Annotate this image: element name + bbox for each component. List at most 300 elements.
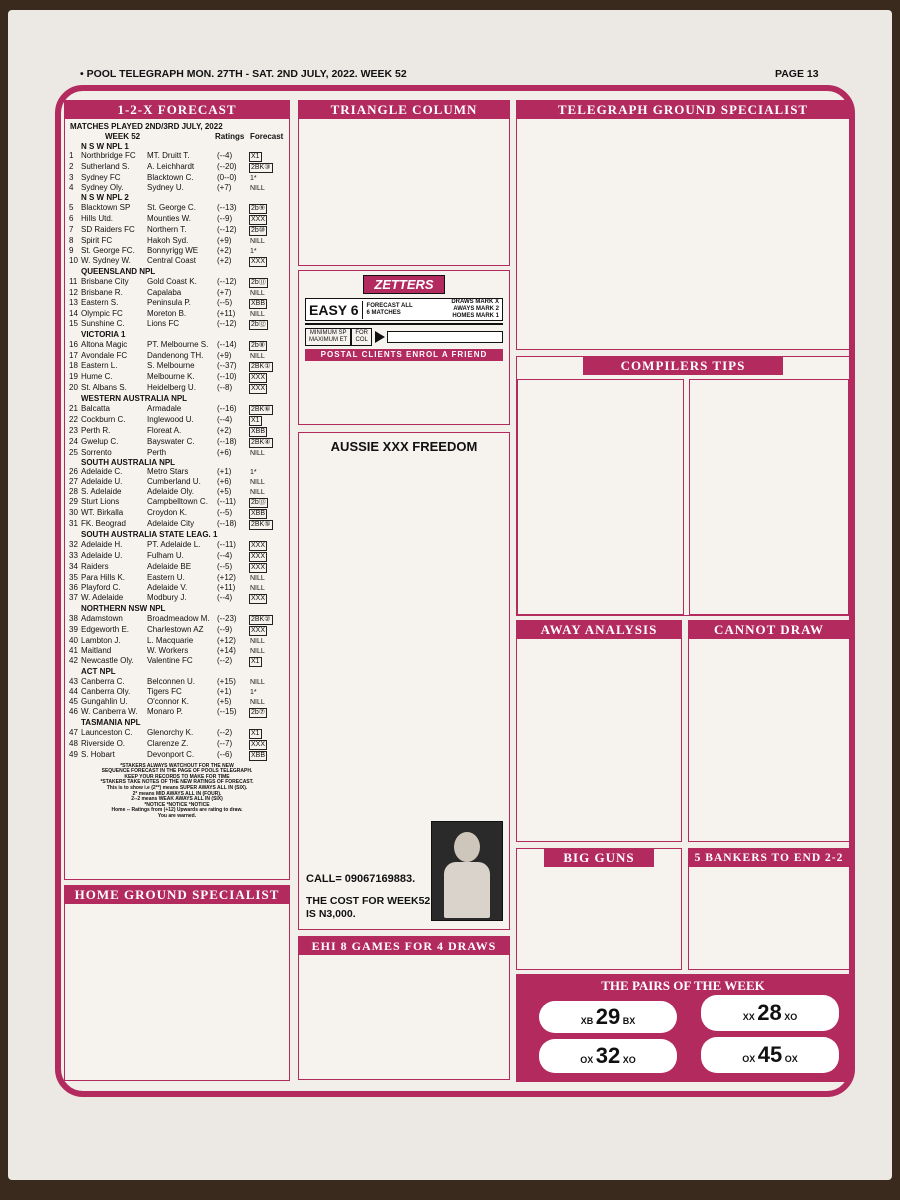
zetters-mark-1: HOMES MARK 1	[452, 313, 499, 319]
cell: 3	[69, 173, 74, 183]
zetters-mark-x: DRAWS MARK X	[451, 299, 499, 305]
cell: 42	[69, 655, 78, 665]
cell: Croydon K.	[147, 508, 188, 518]
cell: Sydney Oly.	[81, 183, 124, 193]
cell: L. Macquarie	[147, 635, 194, 645]
forecast-box: XXX	[251, 740, 266, 748]
cell: (--14)	[217, 339, 237, 349]
table-row	[65, 288, 289, 298]
cell: (--11)	[217, 497, 236, 507]
table-row	[65, 183, 289, 193]
section-heading: SOUTH AUSTRALIA STATE LEAG. 1	[81, 530, 218, 540]
cell: St. George FC.	[81, 246, 135, 256]
cell: (--23)	[217, 613, 237, 623]
cell: 30	[69, 508, 78, 518]
cell: Bayswater C.	[147, 436, 195, 446]
forecast-box: XXX	[251, 626, 266, 634]
cell: (--10)	[217, 371, 237, 381]
cell: Melbourne K.	[147, 371, 195, 381]
table-row	[65, 361, 289, 372]
forecast-box: NILL	[250, 575, 265, 583]
cell: 44	[69, 686, 78, 696]
cell: Eastern S.	[81, 297, 119, 307]
cell: (--15)	[217, 706, 237, 716]
bigguns-panel	[516, 848, 682, 970]
forecast-box: NILL	[250, 449, 265, 457]
table-row	[65, 246, 289, 256]
forecast-box: XBB	[251, 751, 266, 759]
cell: Gwelup C.	[81, 436, 119, 446]
cell: 17	[69, 350, 78, 360]
cell: Sorrento	[81, 447, 112, 457]
forecast-cell	[249, 426, 283, 437]
bankers-title: 5 BANKERS TO END 2-2	[689, 849, 849, 867]
section-heading: ACT NPL	[81, 666, 116, 676]
section-heading: SOUTH AUSTRALIA NPL	[81, 457, 176, 467]
forecast-cell	[249, 361, 283, 372]
cell: (--12)	[217, 225, 237, 235]
forecast-box: NILL	[250, 479, 265, 487]
bankers-table	[689, 867, 849, 875]
cell: 16	[69, 339, 78, 349]
cell: Tigers FC	[147, 686, 182, 696]
cell: S. Melbourne	[147, 360, 195, 370]
cell: 45	[69, 696, 78, 706]
cell: Fulham U.	[147, 551, 184, 561]
cell: 9	[69, 246, 74, 256]
cell: (--6)	[217, 749, 233, 759]
zetters-sub2: 6 MATCHES	[366, 309, 401, 316]
cell: Capalaba	[147, 287, 182, 297]
cell: 1	[69, 151, 74, 161]
cell: S. Hobart	[81, 749, 115, 759]
forecast-box: NILL	[250, 238, 265, 246]
cell: 21	[69, 403, 78, 413]
table-row	[65, 340, 289, 351]
cell: (+2)	[217, 256, 232, 266]
forecast-box: 2BK③	[251, 164, 271, 172]
cell: Valentine FC	[147, 655, 193, 665]
table-row	[65, 677, 289, 687]
compilers-panel	[516, 356, 850, 616]
cell: (--5)	[217, 508, 233, 518]
forecast-box: XBB	[251, 427, 266, 435]
cell: Campbelltown C.	[147, 497, 208, 507]
table-row	[65, 162, 289, 173]
forecast-cell	[249, 319, 283, 330]
forecast-cell	[249, 225, 283, 236]
cell: (--2)	[217, 655, 233, 665]
forecast-panel	[64, 100, 290, 880]
cell: (+14)	[217, 645, 236, 655]
cell: (+6)	[217, 447, 232, 457]
note-line: Home -- Ratings from (+12) Upwards are rating to draw.	[111, 807, 243, 814]
cell: Balcatta	[81, 403, 110, 413]
hgs-title: HOME GROUND SPECIALIST	[65, 886, 289, 904]
cell: Charlestown AZ	[147, 624, 204, 634]
table-row	[65, 728, 289, 739]
call-number: CALL= 09067169883.	[306, 873, 416, 885]
table-row	[65, 477, 289, 487]
cell: Cumberland U.	[147, 477, 201, 487]
forecast-cell	[249, 562, 283, 573]
forecast-cell	[249, 214, 283, 225]
cell: (--7)	[217, 738, 233, 748]
cell: (--9)	[217, 624, 233, 634]
forecast-box: 2b⑩	[251, 227, 266, 235]
cell: Perth R.	[81, 425, 111, 435]
note-line: 2--2 means WEAK AWAYS ALL IN (SIX)	[131, 796, 223, 803]
cell: Lions FC	[147, 318, 180, 328]
table-row	[65, 718, 289, 728]
forecast-cell	[249, 173, 283, 183]
cell: Sunshine C.	[81, 318, 125, 328]
cell: Cockburn C.	[81, 414, 126, 424]
cell: A. Leichhardt	[147, 162, 195, 172]
cell: (--18)	[217, 519, 237, 529]
forecast-cell	[249, 162, 283, 173]
forecast-box: XXX	[251, 542, 266, 550]
pair-3-right: XO	[622, 1055, 636, 1065]
forecast-cell	[249, 508, 283, 519]
cell: Mounties W.	[147, 214, 192, 224]
stake-box	[387, 331, 503, 343]
cell: Inglewood U.	[147, 414, 194, 424]
forecast-box: NILL	[250, 637, 265, 645]
cell: Sydney U.	[147, 183, 184, 193]
cell: (+9)	[217, 350, 232, 360]
pair-1	[539, 1001, 677, 1033]
table-row	[65, 351, 289, 361]
cell: Sydney FC	[81, 173, 121, 183]
cell: 25	[69, 447, 78, 457]
forecast-box: X1	[251, 153, 260, 161]
forecast-cell	[249, 707, 283, 718]
section-heading: QUEENSLAND NPL	[81, 267, 156, 277]
cell: 23	[69, 425, 78, 435]
cell: (--4)	[217, 551, 233, 561]
cell: (+11)	[217, 308, 236, 318]
cell: (--11)	[217, 540, 236, 550]
forecast-cell	[249, 573, 283, 583]
cell: (--5)	[217, 297, 233, 307]
note-line: *STAKERS TAKE NOTES OF THE NEW RATINGS OF FORECAST.	[100, 779, 254, 786]
cell: Belconnen U.	[147, 676, 196, 686]
away-title: AWAY ANALYSIS	[517, 621, 681, 639]
bigguns-title: BIG GUNS	[544, 849, 654, 867]
table-row	[65, 646, 289, 656]
cell: St. Albans S.	[81, 382, 127, 392]
forecast-box: NILL	[250, 310, 265, 318]
forecast-cell	[249, 593, 283, 604]
note-line: *NOTICE *NOTICE *NOTICE	[144, 801, 210, 808]
table-row	[65, 383, 289, 394]
cell: 34	[69, 562, 78, 572]
cell: (--37)	[217, 360, 237, 370]
forecast-box: X1	[251, 729, 260, 737]
pair-2-number: 28	[757, 1000, 782, 1025]
cell: (--4)	[217, 593, 233, 603]
cell: Broadmeadow M.	[147, 613, 210, 623]
forecast-box: XBB	[251, 510, 266, 518]
cell: (+1)	[217, 467, 232, 477]
table-row	[65, 625, 289, 636]
table-row	[65, 656, 289, 667]
bigguns-table	[517, 867, 681, 871]
col-label: COL	[355, 337, 368, 343]
cell: Monaro P.	[147, 706, 183, 716]
table-row	[65, 298, 289, 309]
forecast-box: 1*	[250, 469, 257, 477]
cell: 32	[69, 540, 78, 550]
cell: Adamstown	[81, 613, 123, 623]
away-panel	[516, 620, 682, 842]
cell: (--12)	[217, 276, 237, 286]
cell: 49	[69, 749, 78, 759]
forecast-box: XXX	[251, 564, 266, 572]
cell: WT. Birkalla	[81, 508, 124, 518]
cannot-table	[689, 639, 849, 649]
pair-2-left: XX	[742, 1012, 755, 1022]
table-row	[65, 151, 289, 162]
section-heading: TASMANIA NPL	[81, 717, 141, 727]
table-row	[65, 426, 289, 437]
table-row	[65, 214, 289, 225]
cell: (--4)	[217, 414, 233, 424]
forecast-notes	[65, 761, 289, 820]
pair-4-right: OX	[784, 1054, 798, 1064]
table-row	[65, 497, 289, 508]
cell: Devonport C.	[147, 749, 195, 759]
forecast-cell	[249, 288, 283, 298]
cell: Central Coast	[147, 256, 196, 266]
forecast-cell	[249, 309, 283, 319]
cell: Adelaide BE	[147, 562, 192, 572]
cell: Adelaide H.	[81, 540, 123, 550]
forecast-cell	[249, 298, 283, 309]
cell: Canberra C.	[81, 676, 125, 686]
pairs-title: THE PAIRS OF THE WEEK	[601, 978, 765, 993]
zetters-sub1: FORECAST ALL	[366, 302, 413, 309]
forecast-cell	[249, 383, 283, 394]
cell: Adelaide C.	[81, 467, 123, 477]
cell: Northbridge FC	[81, 151, 136, 161]
cell: 41	[69, 645, 78, 655]
cell: Adelaide U.	[81, 551, 123, 561]
cell: 12	[69, 287, 78, 297]
note-line: You are warned.	[157, 812, 197, 819]
cell: Blacktown SP	[81, 203, 131, 213]
forecast-cell	[249, 487, 283, 497]
cell: 28	[69, 487, 78, 497]
triangle-table	[299, 119, 509, 124]
pair-2-right: XO	[784, 1012, 798, 1022]
cell: Hume C.	[81, 371, 113, 381]
cell: Canberra Oly.	[81, 686, 131, 696]
cell: Gungahlin U.	[81, 696, 128, 706]
forecast-box: XXX	[251, 595, 266, 603]
cell: Sutherland S.	[81, 162, 130, 172]
note-line: KEEP YOUR RECORDS TO MAKE FOR TIME	[124, 773, 230, 780]
cell: 22	[69, 414, 78, 424]
forecast-box: 2b⑦	[251, 708, 266, 716]
easy6-label: EASY 6	[306, 301, 363, 319]
forecast-cell	[249, 614, 283, 625]
cell: 33	[69, 551, 78, 561]
cell: W. Workers	[147, 645, 189, 655]
forecast-cell	[249, 739, 283, 750]
cell: 24	[69, 436, 78, 446]
cell: 19	[69, 371, 78, 381]
page-header: • POOL TELEGRAPH MON. 27TH - SAT. 2ND JULY, 2022. WEEK 52	[80, 68, 407, 80]
tgs-panel	[516, 100, 850, 350]
cell: (--2)	[217, 727, 233, 737]
cannot-title: CANNOT DRAW	[689, 621, 849, 639]
cell: Sturt Lions	[81, 497, 120, 507]
forecast-box: 2BK②	[251, 615, 271, 623]
triangle-panel	[298, 100, 510, 266]
cell: Brisbane City	[81, 276, 129, 286]
forecast-matches: MATCHES PLAYED 2ND/3RD JULY, 2022	[70, 122, 223, 131]
tgs-title: TELEGRAPH GROUND SPECIALIST	[517, 101, 849, 119]
cell: Adelaide Oly.	[147, 487, 194, 497]
forecast-box: X1	[251, 657, 260, 665]
forecast-box: XXX	[251, 384, 266, 392]
cell: Adelaide City	[147, 519, 195, 529]
cell: SD Raiders FC	[81, 225, 135, 235]
forecast-box: 1*	[250, 248, 257, 256]
forecast-cell	[249, 497, 283, 508]
cell: (+12)	[217, 573, 236, 583]
pair-4-left: OX	[742, 1054, 756, 1064]
table-row	[65, 267, 289, 277]
table-row	[65, 636, 289, 646]
cell: (+7)	[217, 287, 232, 297]
cell: O'connor K.	[147, 696, 189, 706]
cell: 10	[69, 256, 78, 266]
table-row	[65, 319, 289, 330]
cell: 35	[69, 573, 78, 583]
cell: 2	[69, 162, 74, 172]
cell: Newcastle Oly.	[81, 655, 134, 665]
for-label: FOR	[355, 330, 369, 336]
table-row	[65, 562, 289, 573]
forecast-week: WEEK 52	[105, 131, 141, 141]
cell: Northern T.	[147, 225, 187, 235]
cell: 40	[69, 635, 78, 645]
triangle-title: TRIANGLE COLUMN	[299, 101, 509, 119]
aussie-panel	[298, 432, 510, 930]
cell: 47	[69, 727, 78, 737]
forecast-box: 2b⑧	[251, 341, 266, 349]
cell: 27	[69, 477, 78, 487]
cell: (+12)	[217, 635, 236, 645]
cell: (0--0)	[217, 173, 237, 183]
forecast-box: 2b⑬	[251, 499, 266, 507]
table-row	[65, 309, 289, 319]
table-row	[65, 593, 289, 604]
section-heading: VICTORIA 1	[81, 329, 126, 339]
forecast-box: NILL	[250, 698, 265, 706]
cost-line-2: IS N3,000.	[306, 908, 356, 920]
table-row	[65, 404, 289, 415]
forecast-cell	[249, 277, 283, 288]
cell: 13	[69, 297, 78, 307]
table-row	[65, 448, 289, 458]
cell: Maitland	[81, 645, 112, 655]
cell: (+9)	[217, 236, 232, 246]
table-row	[65, 697, 289, 707]
pair-3-left: OX	[580, 1055, 594, 1065]
cell: St. George C.	[147, 203, 196, 213]
cell: (+2)	[217, 425, 232, 435]
cell: 38	[69, 613, 78, 623]
cell: 14	[69, 308, 78, 318]
ehi-panel	[298, 936, 510, 1080]
cell: W. Adelaide	[81, 593, 124, 603]
cell: (--4)	[217, 151, 233, 161]
table-row	[65, 394, 289, 404]
cell: Playford C.	[81, 583, 121, 593]
cell: (+2)	[217, 246, 232, 256]
cell: Clarenze Z.	[147, 738, 189, 748]
ehi-title: EHI 8 GAMES FOR 4 DRAWS	[299, 937, 509, 955]
pair-3	[539, 1039, 677, 1073]
postal-banner: POSTAL CLIENTS ENROL A FRIEND	[305, 349, 503, 361]
cell: (+5)	[217, 696, 232, 706]
cell: Armadale	[147, 403, 182, 413]
cell: Brisbane R.	[81, 287, 123, 297]
table-row	[65, 750, 289, 761]
forecast-cell	[249, 687, 283, 697]
forecast-cell	[249, 625, 283, 636]
cell: 8	[69, 236, 74, 246]
table-row	[65, 530, 289, 540]
forecast-cell	[249, 477, 283, 487]
forecast-cell	[249, 636, 283, 646]
cell: 11	[69, 276, 78, 286]
cell: 36	[69, 583, 78, 593]
zetters-mark-2: AWAYS MARK 2	[453, 306, 499, 312]
table-row	[65, 540, 289, 551]
cell: 43	[69, 676, 78, 686]
cell: W. Sydney W.	[81, 256, 131, 266]
cell: 20	[69, 382, 78, 392]
table-row	[65, 739, 289, 750]
table-row	[65, 573, 289, 583]
cell: 5	[69, 203, 74, 213]
cell: Heidelberg U.	[147, 382, 196, 392]
forecast-cell	[249, 551, 283, 562]
cell: 29	[69, 497, 78, 507]
cell: Avondale FC	[81, 350, 128, 360]
cell: 46	[69, 706, 78, 716]
table-row	[65, 236, 289, 246]
forecast-box: XBB	[251, 299, 266, 307]
forecast-cell	[249, 750, 283, 761]
table-row	[65, 487, 289, 497]
table-row	[65, 519, 289, 530]
cell: Hills Utd.	[81, 214, 114, 224]
cell: (+11)	[217, 583, 236, 593]
section-heading: N S W NPL 1	[81, 141, 129, 151]
table-row	[65, 667, 289, 677]
forecast-table	[65, 142, 289, 761]
cell: PT. Adelaide L.	[147, 540, 201, 550]
max-et: MAXIMUM ET	[309, 337, 348, 343]
table-row	[65, 142, 289, 152]
tgs-table	[517, 119, 849, 124]
